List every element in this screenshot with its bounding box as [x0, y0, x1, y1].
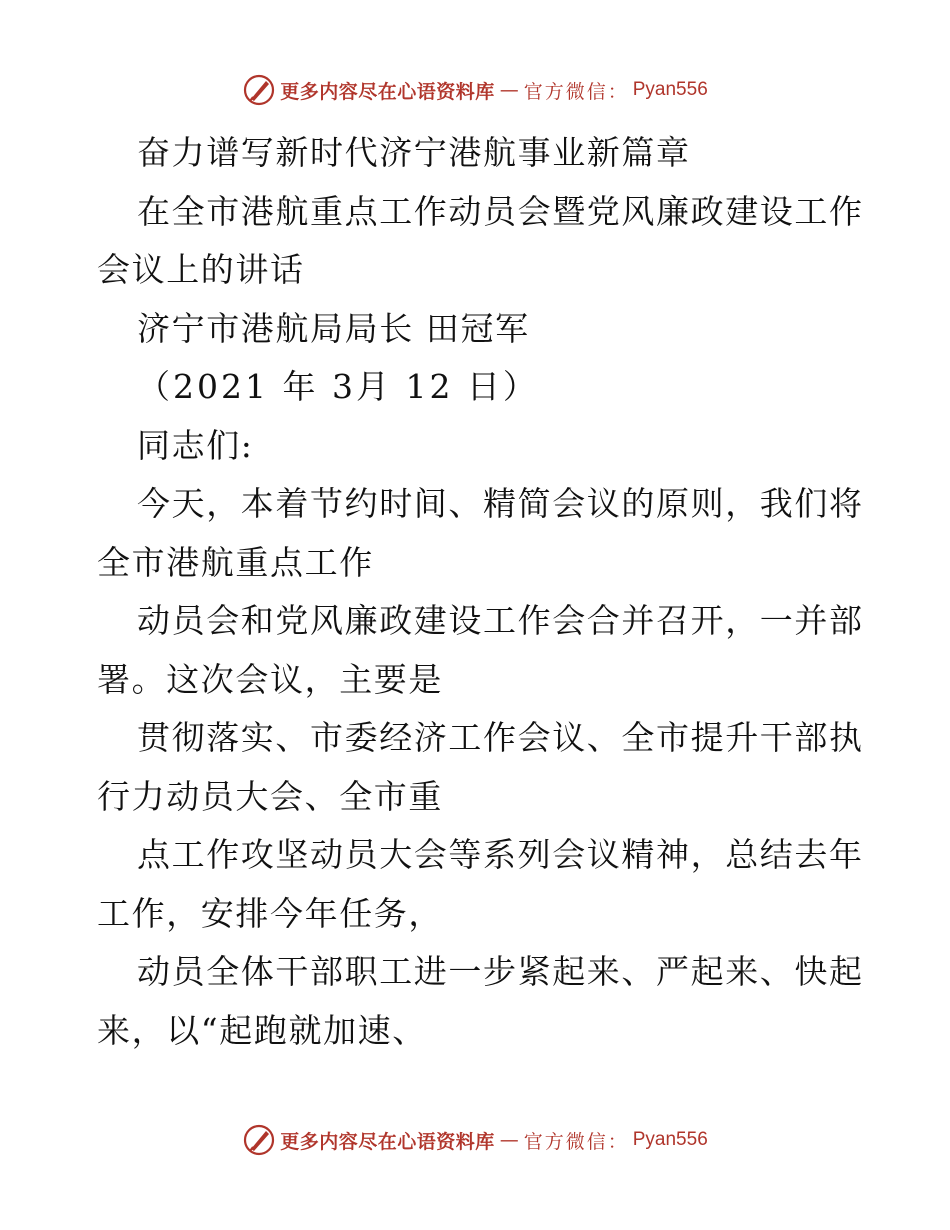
- watermark-label: 官方微信：: [523, 80, 629, 103]
- document-subtitle-line-1: 在全市港航重点工作动员会暨党风廉政建设工作: [137, 191, 864, 231]
- document-subtitle-line-2: 会议上的讲话: [97, 250, 305, 289]
- watermark-wechat-id: Pyan556: [632, 79, 708, 100]
- watermark-separator: —: [499, 79, 519, 101]
- watermark-label: 官方微信：: [523, 1130, 629, 1153]
- watermark-wechat-id: Pyan556: [632, 1129, 708, 1150]
- watermark-banner-bottom: [0, 1120, 950, 1160]
- paragraph-line: 工作，安排今年任务，: [97, 893, 443, 933]
- paragraph-line: 全市港航重点工作: [97, 542, 374, 582]
- paragraph-line: 动员会和党风廉政建设工作会合并召开，一并部: [137, 601, 864, 640]
- watermark-main-text: 更多内容尽在心语资料库: [280, 80, 495, 103]
- paragraph-line: 来，以“起跑就加速、: [97, 1010, 427, 1050]
- paragraph-line: 今天，本着节约时间、精简会议的原则，我们将: [137, 484, 864, 523]
- quill-logo-icon: [242, 73, 276, 107]
- paragraph-line: 行力动员大会、全市重: [97, 776, 443, 816]
- salutation: 同志们:: [137, 425, 254, 465]
- watermark-main-text: 更多内容尽在心语资料库: [280, 1130, 495, 1153]
- paragraph-line: 点工作攻坚动员大会等系列会议精神，总结去年: [137, 835, 864, 874]
- watermark-banner-top: [0, 70, 950, 110]
- document-author: 济宁市港航局局长 田冠军: [137, 308, 530, 348]
- document-date: （2021 年 3月 12 日）: [137, 367, 539, 406]
- document-title: 奋力谱写新时代济宁港航事业新篇章: [137, 133, 691, 172]
- quill-logo-icon: [242, 1123, 276, 1157]
- watermark-separator: —: [499, 1129, 519, 1151]
- document-body: [97, 124, 864, 1060]
- paragraph-line: 动员全体干部职工进一步紧起来、严起来、快起: [137, 952, 864, 991]
- paragraph-line: 贯彻落实、市委经济工作会议、全市提升干部执: [137, 718, 864, 757]
- paragraph-line: 署。这次会议，主要是: [97, 659, 443, 699]
